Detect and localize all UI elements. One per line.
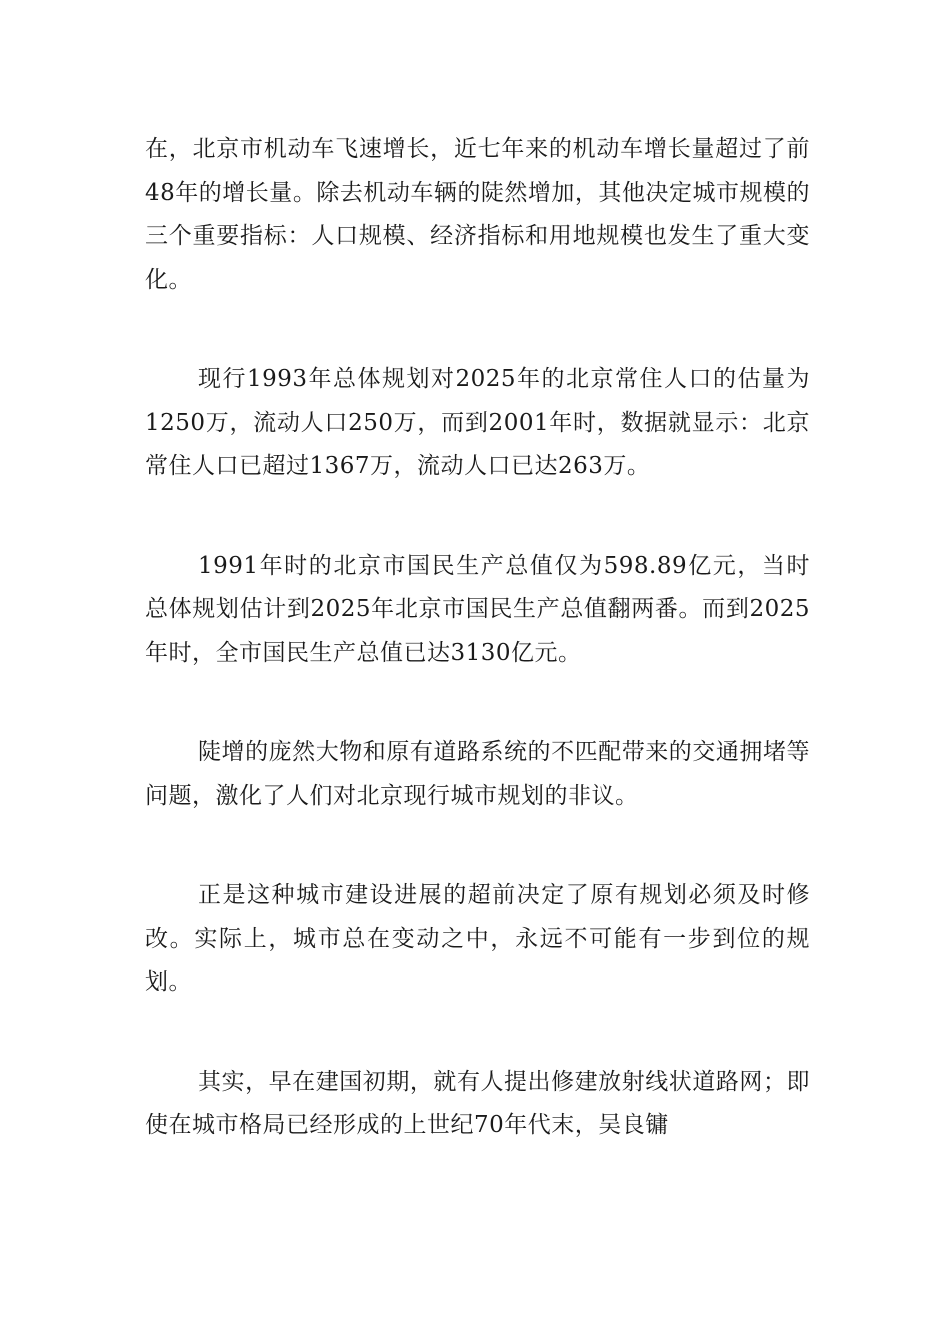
paragraph-continuation: 在，北京市机动车飞速增长，近七年来的机动车增长量超过了前48年的增长量。除去机动车辆的陡然增加，其他决定城市规模的三个重要指标：人口规模、经济指标和用地规模也发生了重大变化。 [145,136,810,293]
paragraph-planning: 正是这种城市建设进展的超前决定了原有规划必须及时修改。实际上，城市总在变动之中，永远不可能有一步到位的规划。 [145,882,810,995]
paragraph-history: 其实，早在建国初期，就有人提出修建放射线状道路网；即使在城市格局已经形成的上世纪70年代末，吴良镛 [145,1068,810,1138]
paragraph-traffic: 陡增的庞然大物和原有道路系统的不匹配带来的交通拥堵等问题，激化了人们对北京现行城市规划的非议。 [145,739,810,809]
paragraph-gap [145,675,810,731]
paragraph-population: 现行1993年总体规划对2025年的北京常住人口的估量为1250万，流动人口250万，而到2001年时，数据就显示：北京常住人口已超过1367万，流动人口已达263万。 [145,366,810,479]
paragraph-gdp: 1991年时的北京市国民生产总值仅为598.89亿元，当时总体规划估计到2025年北京市国民生产总值翻两番。而到2025年时，全市国民生产总值已达3130亿元。 [145,552,810,666]
paragraph-gap [145,1005,810,1061]
paragraph-gap [145,818,810,874]
document-body [145,128,810,1148]
paragraph-gap [145,302,810,358]
paragraph-gap [145,489,810,545]
